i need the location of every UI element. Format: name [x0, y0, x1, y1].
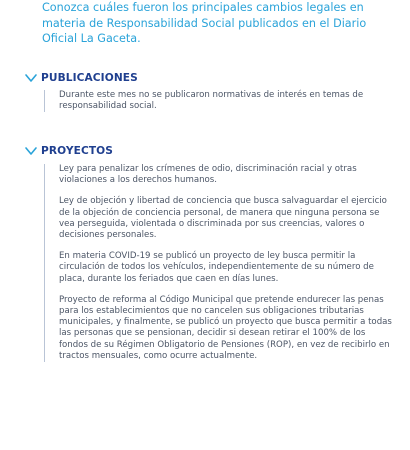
intro-text: Conozca cuáles fueron los principales cambios legales en materia de Responsabilidad Social publicados en el Diario Oficial La Gaceta. [42, 1, 367, 45]
paragraph: Ley para penalizar los crímenes de odio, discriminación racial y otras violaciones a los derechos humanos. [59, 164, 357, 186]
section-body-proyectos [44, 164, 394, 362]
section-title-proyectos: PROYECTOS [41, 145, 113, 157]
section-header-proyectos[interactable] [24, 145, 113, 157]
section-title-publicaciones: PUBLICACIONES [41, 72, 138, 84]
section-body-publicaciones [44, 90, 394, 112]
paragraph: Durante este mes no se publicaron normativas de interés en temas de responsabilidad social. [59, 90, 364, 112]
chevron-down-icon [24, 72, 38, 84]
paragraph: Proyecto de reforma al Código Municipal que pretende endurecer las penas para los establecimientos que no cancelen sus obligaciones tributarias municipales, y finalmente, se publicó un proyecto que busca permitir a todas las personas que se pensionan, decidir si desean retirar el 100% de los fondos de su Régimen Obligatorio de Pensiones (ROP), en vez de recibirlo en tractos mensuales, como ocurre actualmente. [59, 294, 392, 361]
paragraph: Ley de objeción y libertad de conciencia que busca salvaguardar el ejercicio de la objeción de conciencia personal, de manera que ninguna persona se vea perseguida, violentada o discriminada por sus creencias, valores o decisiones personales. [59, 196, 387, 241]
section-header-publicaciones[interactable] [24, 72, 138, 84]
paragraph: En materia COVID-19 se publicó un proyecto de ley busca permitir la circulación de todos los vehículos, independientemente de su número de placa, durante los feriados que caen en días lunes. [59, 251, 374, 284]
chevron-down-icon [24, 145, 38, 157]
